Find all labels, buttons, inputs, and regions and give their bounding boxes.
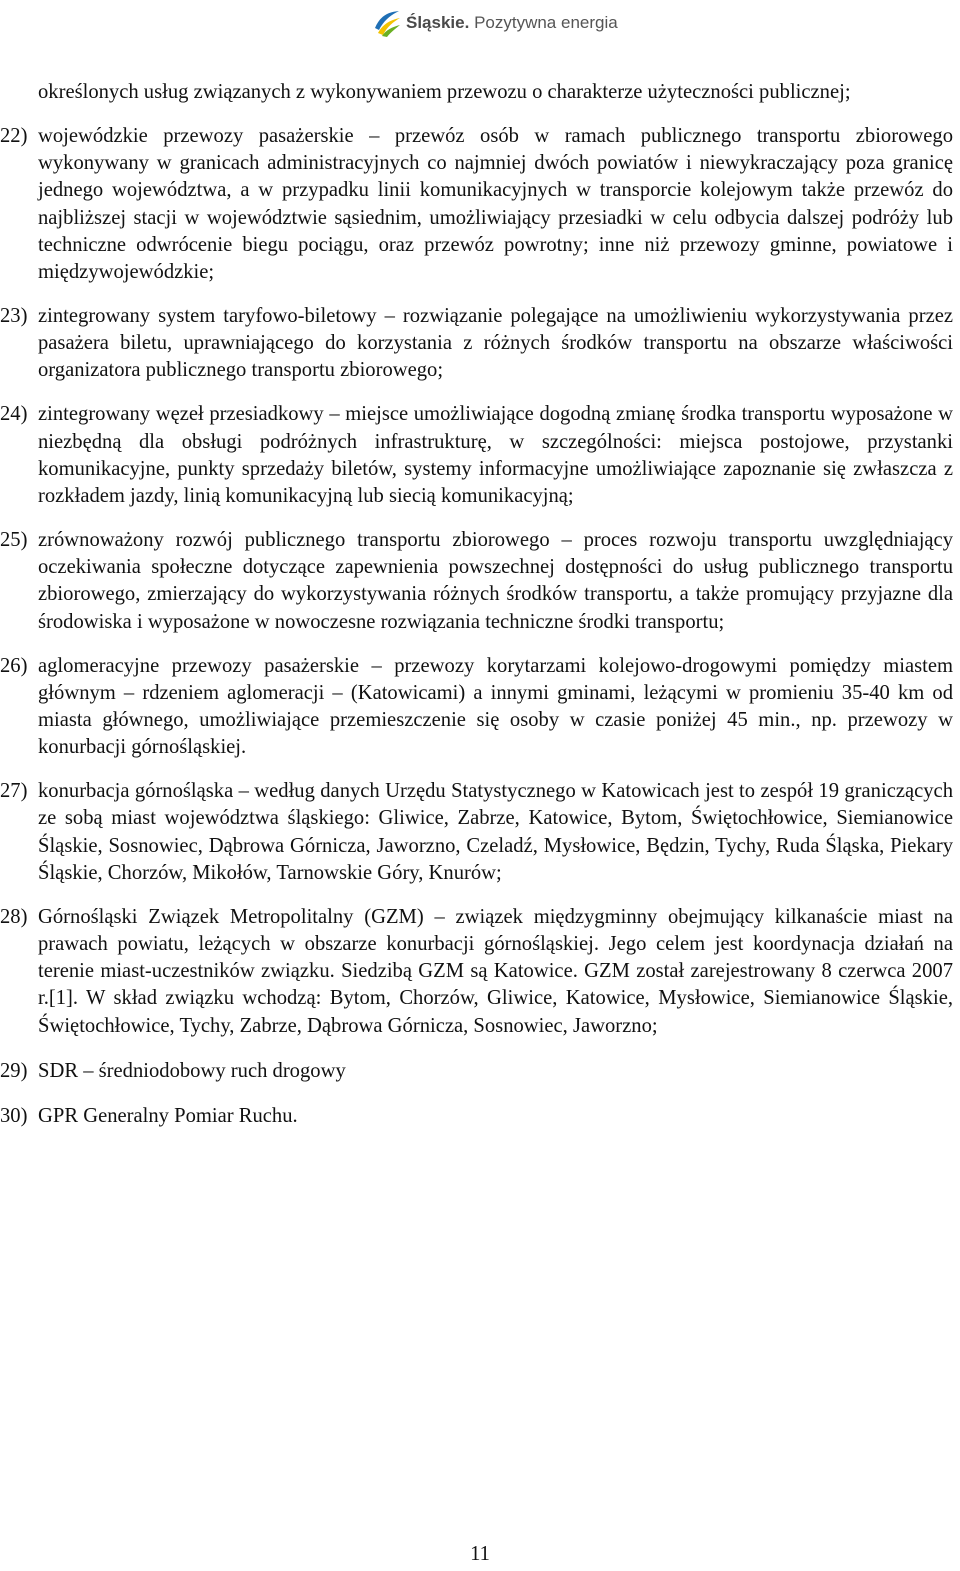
definition-item-30 — [0, 1103, 953, 1130]
item-number: 26) — [0, 654, 28, 677]
header-tagline: Pozytywna energia — [474, 13, 618, 32]
item-number: 22) — [0, 125, 28, 147]
page-number: 11 — [470, 1543, 490, 1565]
item-text: zintegrowany system taryfowo-biletowy – rozwiązanie polegające na umożliwieniu wykorzystywania przez pasażera biletu, uprawniającego do korzystania z różnych środków transportu na obszarze właściwości organizatora publicznego transportu zbiorowego; — [38, 305, 953, 382]
item-number: 24) — [0, 403, 28, 426]
page-header — [372, 8, 618, 38]
item-number: 25) — [0, 529, 28, 552]
header-logo-text — [406, 13, 618, 33]
item-text: Górnośląski Związek Metropolitalny (GZM) – związek międzygminny obejmujący kilkanaście miast na prawach powiatu, leżących w obszarze konurbacji górnośląskiej. Jego celem jest koordynacja działań na terenie miast-uczestników związku. Siedzibą GZM są Katowice. GZM został zarejestrowany 8 czerwca 2007 r.[1]. W skład związku wchodzą: Bytom, Chorzów, Gliwice, Katowice, Mysłowice, Siemianowice Śląskie, Świętochłowice, Tychy, Zabrze, Dąbrowa Górnicza, Sosnowiec, Jaworzno; — [38, 905, 953, 1037]
definition-item-22 — [0, 123, 953, 286]
definition-item-28 — [0, 904, 953, 1040]
item-text: wojewódzkie przewozy pasażerskie – przewóz osób w ramach publicznego transportu zbiorowego wykonywany w granicach administracyjnych co najmniej dwóch powiatów i niewykraczający poza granicę jednego województwa, a w przypadku linii komunikacyjnych w transporcie kolejowym także przewóz do najbliższej stacji w województwie sąsiednim, umożliwiający przesiadki w celu odbycia dalszej podróży lub techniczne odwrócenie biegu pociągu, oraz przewóz powrotny; inne niż przewozy gminne, powiatowe i międzywojewódzkie; — [38, 125, 953, 284]
slaskie-logo-icon — [372, 8, 402, 38]
item-number: 23) — [0, 305, 28, 328]
item-number: 29) — [0, 1059, 28, 1082]
definition-item-26 — [0, 653, 953, 762]
item-number: 27) — [0, 780, 28, 803]
header-brand: Śląskie. — [406, 13, 470, 32]
item-text: konurbacja górnośląska – według danych Urzędu Statystycznego w Katowicach jest to zespół 19 graniczących ze sobą miast województwa śląskiego: Gliwice, Zabrze, Katowice, Bytom, Świętochłowice, Siemianowice Śląskie, Sosnowiec, Dąbrowa Górnicza, Jaworzno, Czeladź, Mysłowice, Będzin, Tychy, Ruda Śląska, Piekary Śląskie, Chorzów, Mikołów, Tarnowskie Góry, Knurów; — [38, 780, 953, 884]
item-number: 28) — [0, 905, 28, 928]
definition-item-25 — [0, 527, 953, 636]
definition-item-24 — [0, 401, 953, 510]
item-text: zrównoważony rozwój publicznego transportu zbiorowego – proces rozwoju transportu uwzględniający oczekiwania społeczne dotyczące zapewnienia powszechnej dostępności do usług publicznego transportu zbiorowego, zmierzający do wykorzystywania różnych środków transportu, a także promujący przyjazne dla środowiska i wyposażone w nowoczesne rozwiązania techniczne środki transportu; — [38, 529, 953, 633]
item-number: 30) — [0, 1105, 28, 1128]
item-text: SDR – średniodobowy ruch drogowy — [38, 1059, 346, 1082]
document-body — [0, 79, 953, 1130]
item-text: zintegrowany węzeł przesiadkowy – miejsce umożliwiające dogodną zmianę środka transportu wyposażone w niezbędną dla obsługi podróżnych infrastrukturę, w szczególności: miejsca postojowe, przystanki komunikacyjne, punkty sprzedaży biletów, systemy informacyjne umożliwiające zapoznanie się zwłaszcza z rozkładem jazdy, linią komunikacyjną lub siecią komunikacyjną; — [38, 403, 953, 508]
item-text: aglomeracyjne przewozy pasażerskie – przewozy korytarzami kolejowo-drogowymi pomiędzy miastem głównym – rdzeniem aglomeracji – (Katowicami) a innymi gminami, leżącymi w promieniu 35-40 km od miasta głównego, umożliwiające przemieszczenie się osoby w czasie poniżej 45 min., np. przewozy w konurbacji górnośląskiej. — [38, 654, 953, 759]
definition-item-29 — [0, 1058, 953, 1085]
item-text: GPR Generalny Pomiar Ruchu. — [38, 1105, 298, 1128]
definition-item-27 — [0, 778, 953, 887]
intro-paragraph: określonych usług związanych z wykonywaniem przewozu o charakterze użyteczności publicznej; — [38, 81, 851, 103]
definition-item-23 — [0, 303, 953, 385]
